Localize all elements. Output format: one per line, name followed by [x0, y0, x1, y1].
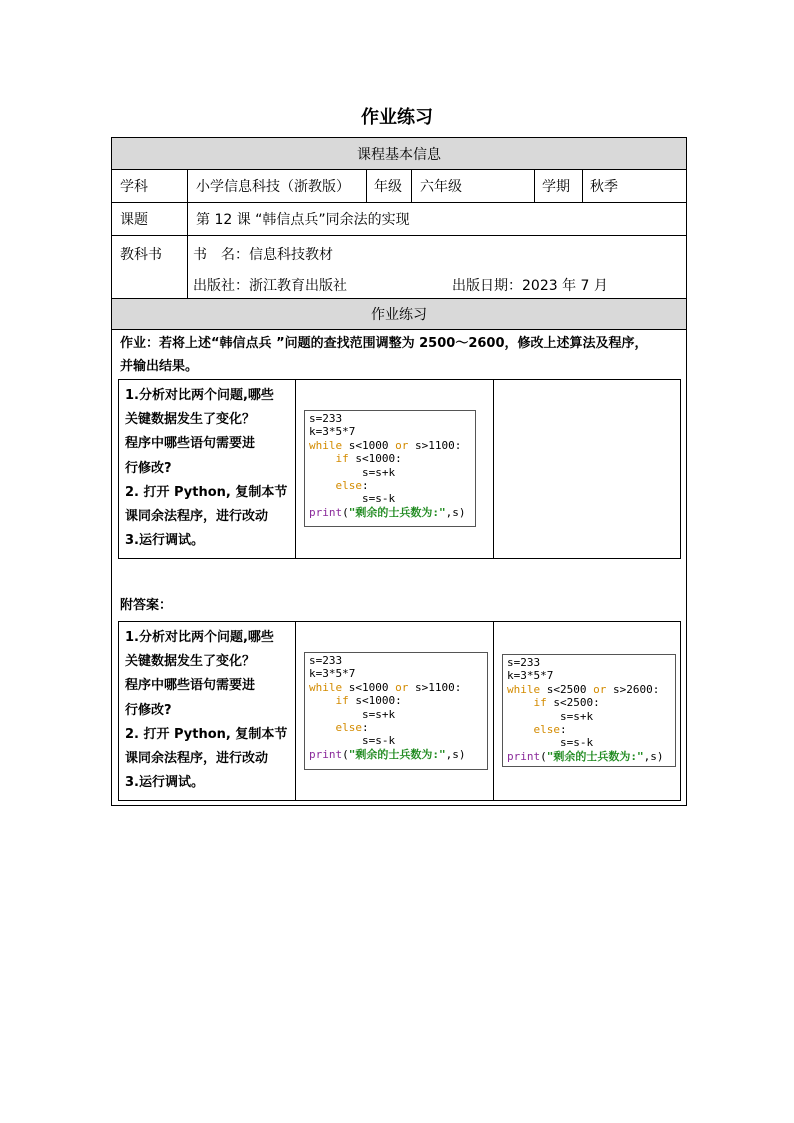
divider	[534, 170, 535, 202]
answer-subtable	[118, 621, 681, 801]
subject-label-cell	[112, 170, 188, 202]
divider	[111, 235, 687, 236]
step-line: 2. 打开 Python, 复制本节	[125, 726, 288, 742]
divider	[366, 170, 367, 202]
code-line: print("剩余的士兵数为:",s)	[507, 749, 664, 763]
code-snippet-original-answer	[304, 652, 488, 770]
code-line: while s<1000 or s>1100:	[309, 680, 462, 694]
step-line: 2. 打开 Python, 复制本节	[125, 484, 288, 500]
code-line: while s<2500 or s>2600:	[507, 682, 660, 696]
step-line: 关键数据发生了变化？	[125, 412, 256, 428]
code-line: s=s-k	[361, 734, 396, 748]
textbook-label: 教科书	[120, 247, 162, 263]
code-snippet-modified-answer	[502, 654, 676, 767]
term-value-cell	[582, 170, 686, 202]
step-line: 行修改?	[125, 702, 172, 718]
code-line: else:	[335, 721, 369, 735]
lesson-value: 第 12 课 “韩信点兵”同余法的实现	[196, 212, 410, 228]
code-line: print("剩余的士兵数为:",s)	[309, 747, 466, 761]
code-line: s=s+k	[559, 709, 594, 723]
homework-task-line1: 作业：若将上述“韩信点兵 ”问题的查找范围调整为 2500～2600，修改上述算法及程序，	[120, 336, 648, 351]
grade-value-cell	[412, 170, 534, 202]
subject-value: 小学信息科技（浙教版）	[196, 179, 350, 195]
code-line: while s<1000 or s>1100:	[309, 438, 462, 452]
divider	[411, 170, 412, 202]
code-line: k=3*5*7	[309, 425, 356, 439]
subject-value-cell	[188, 170, 366, 202]
lesson-value-cell	[188, 203, 686, 235]
code-line: k=3*5*7	[507, 669, 554, 683]
book-name: 书 名：信息科技教材	[193, 247, 333, 263]
step-line: 3.运行调试。	[125, 533, 204, 549]
code-line: s=s-k	[361, 492, 396, 506]
code-line: if s<1000:	[335, 694, 402, 708]
page-title: 作业练习	[361, 107, 433, 128]
code-line: s=s-k	[559, 736, 594, 750]
code-line: s=233	[309, 412, 343, 425]
lesson-label-cell	[112, 203, 187, 235]
grade-label-cell	[366, 170, 412, 202]
step-line: 1.分析对比两个问题,哪些	[125, 630, 274, 645]
course-info-header	[112, 138, 686, 169]
step-line: 课同余法程序，进行改动	[125, 751, 269, 767]
code-line: s=233	[507, 656, 541, 669]
code-line: s=s+k	[361, 707, 396, 721]
divider	[493, 622, 494, 800]
term-label: 学期	[542, 179, 570, 195]
step-line: 3.运行调试。	[125, 775, 204, 791]
code-line: else:	[335, 479, 369, 493]
divider	[295, 380, 296, 558]
step-line: 程序中哪些语句需要进	[125, 678, 256, 694]
grade-label: 年级	[374, 179, 402, 195]
homework-header	[112, 299, 686, 329]
divider	[493, 380, 494, 558]
homework-task-line2: 并输出结果。	[120, 359, 199, 374]
answer-label: 附答案：	[120, 598, 173, 613]
code-snippet-original	[304, 410, 476, 527]
code-line: k=3*5*7	[309, 667, 356, 681]
homework-header-text: 作业练习	[371, 307, 427, 323]
course-info-header-text: 课程基本信息	[357, 146, 441, 163]
publish-date: 出版日期：2023 年 7 月	[452, 278, 608, 294]
term-label-cell	[534, 170, 582, 202]
code-line: s=s+k	[361, 465, 396, 479]
homework-task	[120, 332, 686, 378]
lesson-label: 课题	[120, 212, 148, 228]
code-line: else:	[533, 723, 567, 737]
homework-subtable	[118, 379, 681, 559]
publisher: 出版社：浙江教育出版社	[193, 278, 347, 294]
homework-steps	[125, 384, 295, 553]
step-line: 1.分析对比两个问题,哪些	[125, 388, 274, 403]
code-line: s=233	[309, 654, 343, 667]
code-line: if s<1000:	[335, 452, 402, 466]
divider	[295, 622, 296, 800]
code-line: print("剩余的士兵数为:",s)	[309, 505, 466, 519]
divider	[111, 329, 687, 330]
subject-label: 学科	[120, 179, 148, 195]
term-value: 秋季	[590, 179, 618, 195]
grade-value: 六年级	[420, 179, 462, 195]
answer-steps	[125, 626, 295, 795]
code-line: if s<2500:	[533, 696, 600, 710]
step-line: 程序中哪些语句需要进	[125, 436, 256, 452]
step-line: 课同余法程序，进行改动	[125, 509, 269, 525]
step-line: 关键数据发生了变化？	[125, 654, 256, 670]
step-line: 行修改?	[125, 460, 172, 476]
divider	[582, 170, 583, 202]
